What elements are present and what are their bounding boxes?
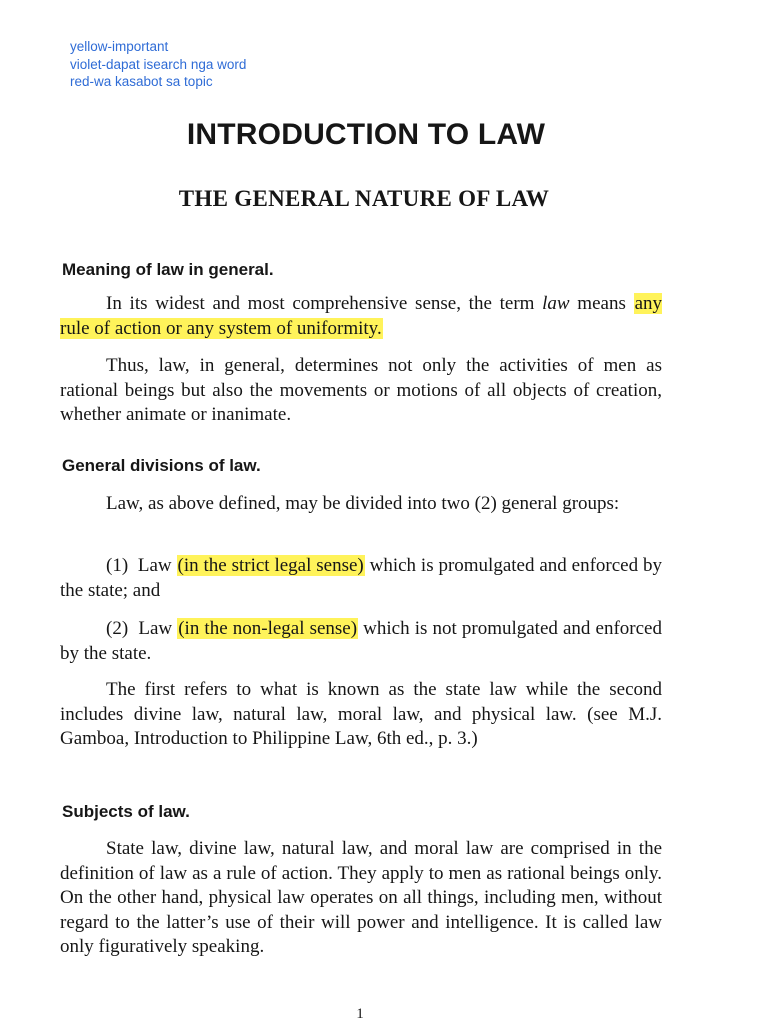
legend-yellow: yellow-important [70, 39, 169, 54]
text: which is not promulgated and enforced by the state. [60, 618, 662, 664]
heading-meaning: Meaning of law in general. [62, 260, 274, 279]
text: Law, as above defined, may be divided into two (2) general groups: [106, 493, 620, 514]
italic-law: law [542, 293, 570, 314]
paragraph-meaning-1 [60, 292, 662, 341]
color-legend [70, 38, 246, 91]
text: In its widest and most comprehensive sense, the term [106, 293, 543, 314]
page-number: 1 [356, 1006, 364, 1022]
page-subtitle: THE GENERAL NATURE OF LAW [178, 186, 550, 211]
heading-divisions: General divisions of law. [62, 456, 261, 475]
highlight-yellow: (in the non-legal sense) [178, 618, 358, 639]
heading-subjects: Subjects of law. [62, 802, 190, 821]
paragraph-divisions-1 [60, 492, 662, 517]
paragraph-subjects-1 [60, 837, 662, 960]
list-item-1 [60, 554, 662, 603]
highlight-yellow: any rule of action or any system of uniformity. [60, 293, 662, 339]
legend-red: red-wa kasabot sa topic [70, 74, 213, 89]
text: means [569, 293, 634, 314]
text: The first refers to what is known as the state law while the second includes divine law, natural law, moral law, and physical law. (see M.J. Gamboa, Introduction to Philippine Law, 6th ed., p. 3.) [60, 679, 662, 749]
highlight-yellow: (in the strict legal sense) [177, 555, 364, 576]
paragraph-meaning-2 [60, 354, 662, 428]
text: (2) Law [106, 618, 178, 639]
paragraph-divisions-2 [60, 678, 662, 752]
text: Thus, law, in general, determines not only the activities of men as rational beings but also the movements or motions of all objects of creation, whether animate or inanimate. [60, 355, 662, 425]
text: State law, divine law, natural law, and moral law are comprised in the definition of law as a rule of action. They apply to men as rational beings only. On the other hand, physical law operates on all things, including men, without regard to the latter’s use of their will power and intelligence. It is called law only figuratively speaking. [60, 838, 662, 957]
text: (1) Law [106, 555, 177, 576]
text: which is promulgated and enforced by the state; and [60, 555, 662, 601]
list-item-2 [60, 617, 662, 666]
legend-violet: violet-dapat isearch nga word [70, 56, 247, 72]
page-title: INTRODUCTION TO LAW [186, 118, 546, 151]
